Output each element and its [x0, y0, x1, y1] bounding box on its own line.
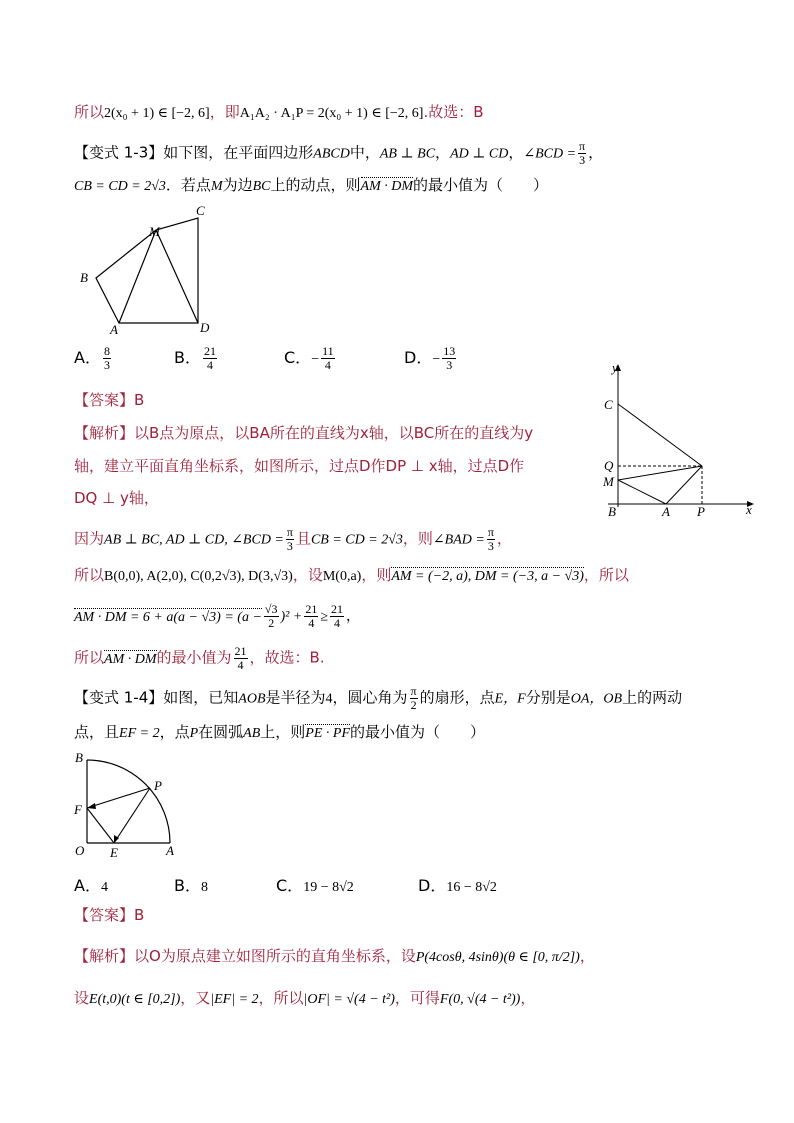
svg-text:P: P — [697, 504, 705, 519]
axis-x-label: x — [746, 502, 752, 517]
question-1-3-line1: 【变式 1-3】如下图，在平面四边形ABCD中，AB ⊥ BC，AD ⊥ CD，∠BCD = $\frac{\pi}{3}$ ， — [74, 139, 604, 167]
sector-figure — [70, 748, 190, 863]
svg-text:E: E — [110, 845, 118, 860]
option-b[interactable]: B．8 — [174, 876, 208, 895]
svg-text:C: C — [604, 397, 613, 412]
analysis-coords: 所以B(0,0), A(2,0), C(0,2√3), D(3,√3)，设M(0,a)，则AM = (−2, a), DM = (−3, a − √3)，所以 — [74, 565, 629, 587]
svg-text:O: O — [75, 843, 85, 858]
option-c[interactable]: C．19 − 8√2 — [276, 876, 354, 895]
question-1-3-line2: CB = CD = 2√3．若点M为边BC上的动点，则AM · DM的最小值为（ ） — [74, 175, 548, 197]
option-b[interactable]: B． $\frac{21}{4}$ — [174, 344, 216, 372]
answer-1-3: 【答案】B — [74, 391, 145, 409]
option-c[interactable]: C．− $\frac{11}{4}$ — [284, 344, 334, 372]
label-M: M — [149, 224, 160, 239]
analysis-min: 所以AM · DM的最小值为 $\frac{21}{4}$ ，故选：B. — [74, 644, 325, 672]
question-1-4-line2: 点，且EF = 2，点P在圆弧AB上，则PE · PF的最小值为（ ） — [74, 722, 485, 744]
analysis-1-3-line3: DQ ⊥ y轴， — [74, 489, 159, 507]
coordinate-figure — [600, 362, 760, 522]
quadrilateral-figure — [74, 200, 224, 340]
analysis-because: 因为AB ⊥ BC, AD ⊥ CD, ∠BCD = $\frac{\pi}{3}$ 且CB = CD = 2√3，则∠BAD = $\frac{\pi}{3}$ ， — [74, 525, 512, 553]
svg-text:A: A — [166, 843, 174, 858]
svg-text:F: F — [74, 802, 82, 817]
svg-text:M: M — [603, 474, 614, 489]
analysis-1-4-line2: 设E(t,0)(t ∈ [0,2])，又|EF| = 2，所以|OF| = √(4 − t²)，可得F(0, √(4 − t²))， — [74, 989, 536, 1007]
label-A: A — [110, 322, 118, 337]
svg-text:B: B — [75, 750, 83, 765]
fraction: $\frac{\pi}{3}$ — [579, 139, 586, 167]
option-d[interactable]: D．16 − 8√2 — [418, 876, 497, 895]
option-a[interactable]: A．4 — [74, 876, 108, 895]
svg-text:A: A — [662, 504, 670, 519]
option-d[interactable]: D．− $\frac{13}{3}$ — [404, 344, 456, 372]
axis-y-label: y — [612, 362, 618, 375]
analysis-1-3-line1: 【解析】以B点为原点，以BA所在的直线为x轴，以BC所在的直线为y — [74, 424, 534, 442]
label-D: D — [200, 320, 210, 335]
label-B: B — [80, 270, 88, 285]
analysis-1-4-line1: 【解析】以O为原点建立如图所示的直角坐标系，设P(4cosθ, 4sinθ)(θ ∈ [0, π/2])， — [74, 947, 595, 965]
label-C: C — [196, 203, 205, 218]
svg-text:B: B — [608, 504, 616, 519]
line-prev-conclusion: 所以2(x₀ + 1) ∈ [−2, 6]，即A₁A₂ · A₁P = 2(x₀ + 1) ∈ [−2, 6].故选：B — [74, 103, 484, 121]
svg-text:Q: Q — [604, 458, 614, 473]
analysis-dot-product: AM · DM = 6 + a(a − √3) = (a − $\frac{√3}{2}$ )² + $\frac{21}{4}$ ≥ $\frac{21}{4}$ ， — [74, 602, 360, 630]
analysis-1-3-line2: 轴，建立平面直角坐标系，如图所示，过点D作DP ⊥ x轴，过点D作 — [74, 457, 525, 475]
svg-text:P: P — [154, 778, 162, 793]
option-a[interactable]: A． $\frac{8}{3}$ — [74, 344, 110, 372]
answer-1-4: 【答案】B — [74, 906, 145, 924]
question-1-4-line1: 【变式 1-4】如图，已知AOB是半径为4，圆心角为 $\frac{\pi}{2}$ 的扇形，点E，F分别是OA，OB上的两动 — [74, 684, 683, 712]
